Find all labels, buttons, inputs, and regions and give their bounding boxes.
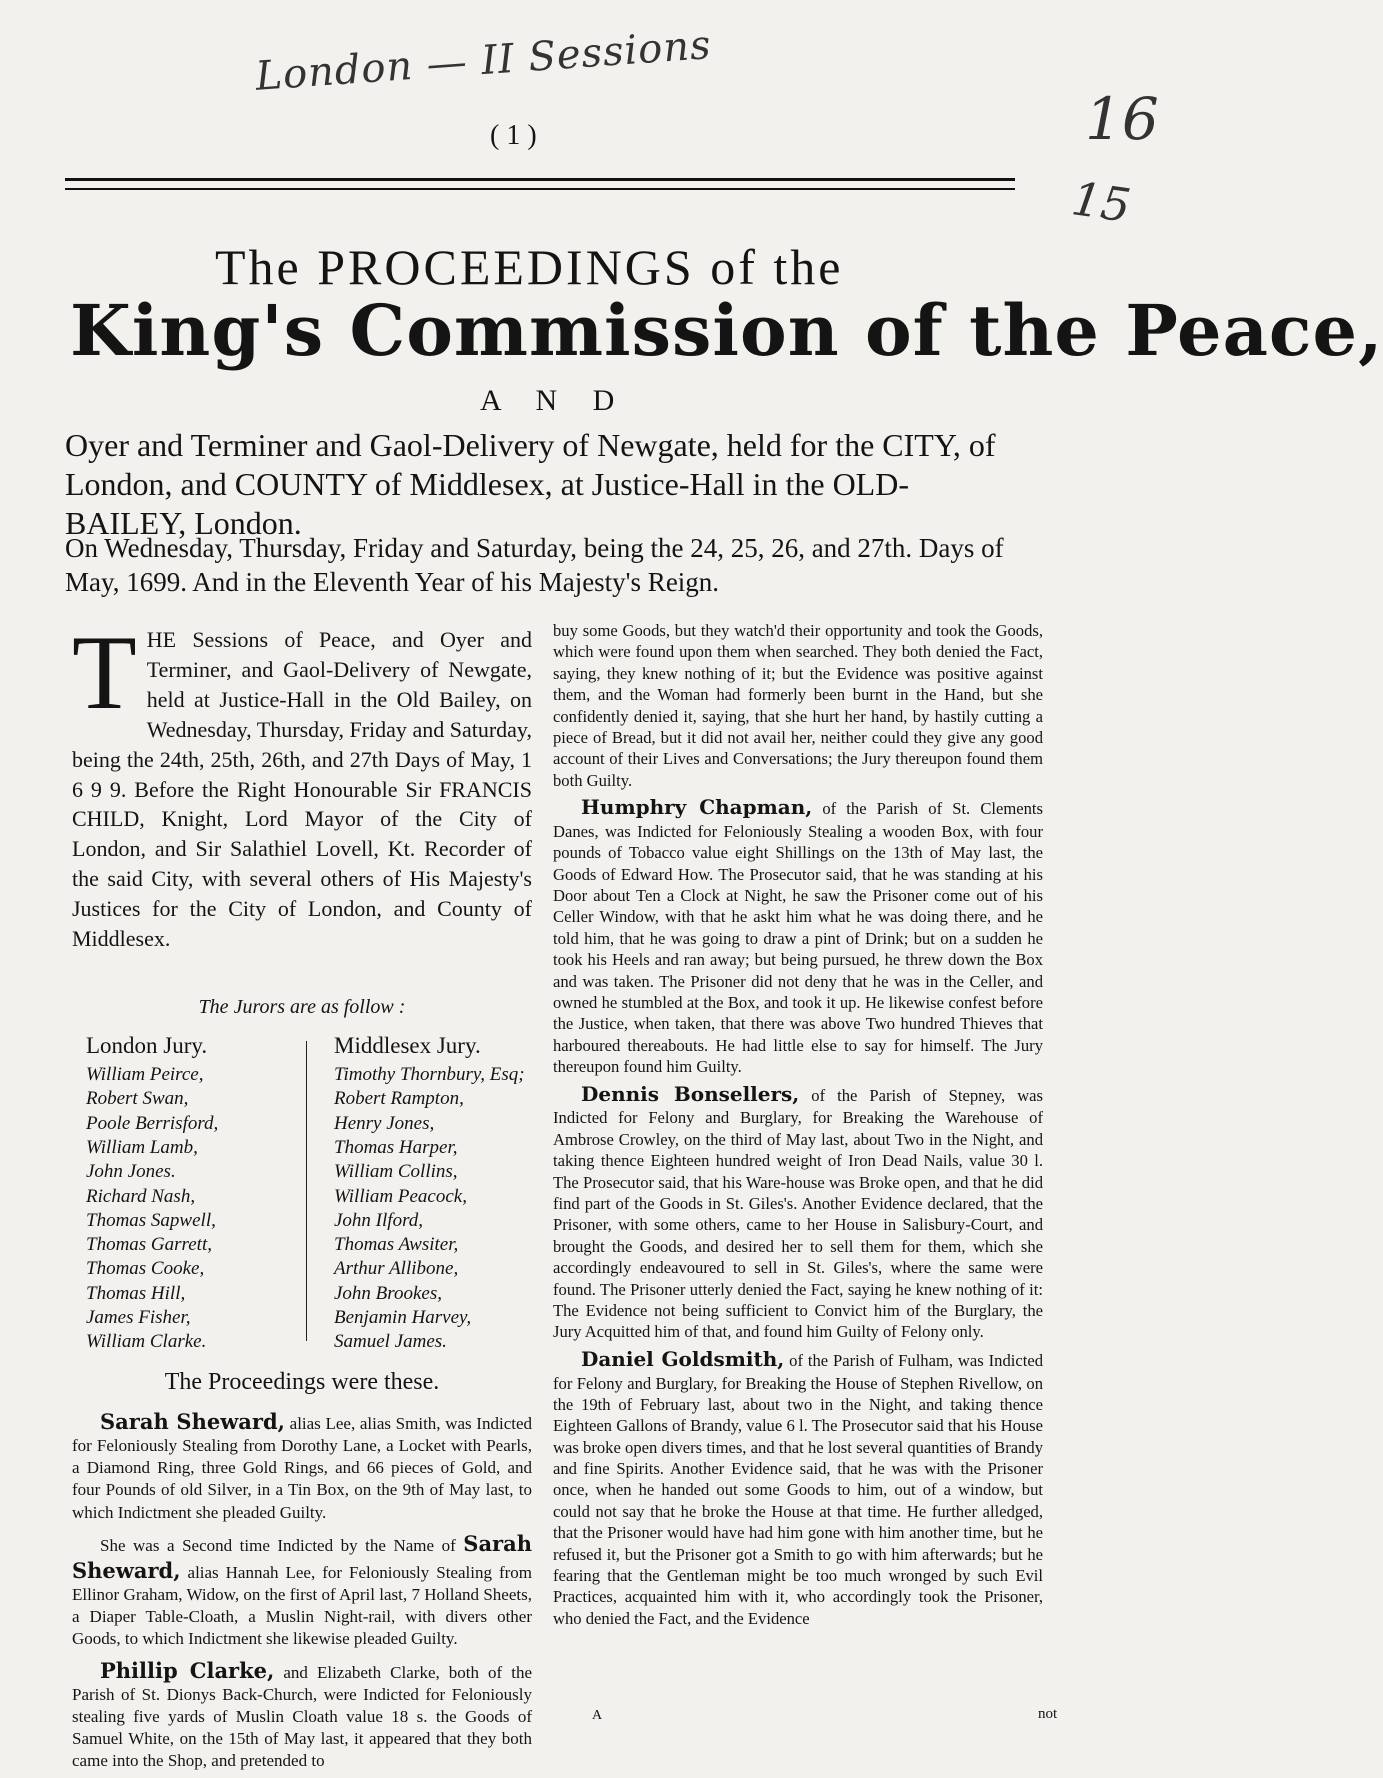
london-jury-name: William Peirce, bbox=[86, 1063, 204, 1085]
session-dates: On Wednesday, Thursday, Friday and Saturday, being the 24, 25, 26, and 27th. Days of May, 1699. And in the Eleventh Year of his Majesty's Reign. bbox=[65, 533, 1004, 597]
header-rule-bottom bbox=[65, 188, 1015, 190]
page-number: ( 1 ) bbox=[490, 120, 537, 151]
middlesex-jury-name: John Brookes, bbox=[334, 1282, 442, 1304]
middlesex-jury-name: Henry Jones, bbox=[334, 1112, 435, 1134]
middlesex-jury-name: Arthur Allibone, bbox=[334, 1258, 459, 1280]
london-jury-name: Thomas Hill, bbox=[86, 1282, 186, 1304]
middlesex-jury-name: John Ilford, bbox=[334, 1209, 424, 1231]
middlesex-jury-name: Samuel James. bbox=[334, 1331, 447, 1353]
middlesex-jury-name: Timothy Thornbury, Esq; bbox=[334, 1063, 525, 1085]
london-jury-name: John Jones. bbox=[86, 1161, 176, 1183]
london-jury-name: Thomas Sapwell, bbox=[86, 1209, 216, 1231]
defendant-name: Sarah Sheward, bbox=[100, 1408, 285, 1434]
london-jury-name: Robert Swan, bbox=[86, 1088, 189, 1110]
defendant-name: Dennis Bonsellers, bbox=[581, 1081, 800, 1106]
jurors-heading: The Jurors are as follow : bbox=[198, 995, 406, 1018]
handwritten-annotation-right-2: 15 bbox=[1068, 171, 1135, 233]
case-text: of the Parish of Stepney, was Indicted for Felony and Burglary, for Breaking the Warehouse of Ambrose Crowley, on the third of May last, about Two in the Night, and taking thence Eighteen hundred weight of Iron Dead Nails, value 30 l. The Prosecutor said, that his Ware-house was Broke open, and that he did find part of the Goods in St. Giles's. Another Evidence declared, that the Prisoner, with some others, came to her House in Salisbury-Court, and brought the Goods, and desired her to sell them for them, which she accordingly endeavoured to sell in St. Giles's, where the same were found. The Prisoner utterly denied the Fact, saying he knew nothing of it: The Evidence not being sufficient to Convict him of the Burglary, the Jury Acquitted him of that, and found him Guilty of Felony only. bbox=[553, 1085, 1043, 1342]
case-text: buy some Goods, but they watch'd their opportunity and took the Goods, which were found upon them when searched. They both denied the Fact, saying, they knew nothing of it; but the Evidence was positive against them, and the Woman had formerly been burnt in the Hand, but she confidently denied it, saying, that she hurt her hand, by hastily cutting a piece of Bread, but it did not avail her, neither could they give any good account of their Lives and Conversations; the Jury thereupon found them both Guilty. bbox=[553, 621, 1043, 790]
london-jury-name: James Fisher, bbox=[86, 1307, 191, 1329]
case-entry bbox=[72, 1530, 532, 1651]
middlesex-jury-name: Thomas Harper, bbox=[334, 1136, 458, 1158]
handwritten-annotation-top: London — II Sessions bbox=[253, 22, 713, 100]
case-entry bbox=[553, 1082, 1043, 1343]
london-jury bbox=[86, 1033, 286, 1355]
case-text: of the Parish of St. Clements Danes, was Indicted for Feloniously Stealing a wooden Box, with four pounds of Tobacco value eight Shillings on the 13th of May last, the Goods of Edward How. The Prosecutor said, that he was standing at his Door about Ten a Clock at Night, he saw the Prisoner come out of his Celler Window, with that he askt him what he was doing there, and he told him, that he was going to draw a pint of Drink; but on a sudden he took his Heels and ran away; but being pursued, he threw down the Box and was taken. The Prisoner did not deny that he was in the Celler, and owned he stumbled at the Box, and took it up. He likewise confest before the Justice, when taken, that there was above Two hundred Thieves that harboured thereabouts. He had little else to say for himself. The Jury thereupon found him Guilty. bbox=[553, 799, 1043, 1077]
catchword: not bbox=[1038, 1706, 1058, 1722]
defendant-name: Sarah Sheward, bbox=[72, 1530, 532, 1583]
middlesex-jury bbox=[334, 1033, 544, 1355]
london-jury-name: William Clarke. bbox=[86, 1331, 207, 1353]
case-text: alias Lee, alias Smith, was Indicted for Feloniously Stealing from Dorothy Lane, a Locket with Pearls, a Diamond Ring, three Gold Rings, and 66 pieces of Gold, and four Pounds of old Silver, in a Tin Box, on the 9th of May last, to which Indictment she pleaded Guilty. bbox=[72, 1413, 533, 1522]
intro-text: HE Sessions of Peace, and Oyer and Terminer, and Gaol-Delivery of Newgate, held at Justice-Hall in the Old Bailey, on Wednesday, Thursday, Friday and Saturday, being the 24th, 25th, 26th, and 27th Days of May, 1 6 9 9. Before the Right Honourable Sir FRANCIS CHILD, Knight, Lord Mayor of the City of London, and Sir Salathiel Lovell, Kt. Recorder of the said City, with several others of His Majesty's Justices for the City of London, and County of Middlesex. bbox=[72, 627, 532, 952]
title-line-1: The PROCEEDINGS of the bbox=[215, 239, 844, 295]
case-entry bbox=[72, 1657, 532, 1773]
title-line-2: King's Commission of the Peace, bbox=[70, 289, 1383, 372]
left-column bbox=[72, 614, 533, 1778]
london-jury-name: William Lamb, bbox=[86, 1136, 198, 1158]
jury-divider bbox=[306, 1041, 307, 1341]
right-column bbox=[553, 620, 1043, 1633]
case-entry bbox=[72, 1408, 532, 1524]
london-jury-name: Poole Berrisford, bbox=[86, 1112, 219, 1134]
london-jury-title: London Jury. bbox=[86, 1032, 208, 1058]
case-text: and Elizabeth Clarke, both of the Parish of St. Dionys Back-Church, were Indicted for Feloniously stealing five yards of Muslin Cloath value 18 s. the Goods of Samuel White, on the 15th of May last, it appeared that they both came into the Shop, and pretended to bbox=[72, 1662, 532, 1771]
jury-lists bbox=[72, 1033, 532, 1363]
case-text: of the Parish of Fulham, was Indicted for Felony and Burglary, for Breaking the House of Stephen Rivellow, on the 19th of February last, about two in the Night, and taking thence Eighteen Gallons of Brandy, value 6 l. The Prosecutor said that his House was broke open divers times, and that he lost several quantities of Brandy and fine Spirits. Another Evidence said, that he was with the Prisoner once, when he handed out some Goods to him, out of a window, but could not say that he broke the House at that time. He further alledged, that the Prisoner would have had him gone with him another time, but he refused it, but the Prisoner got a Smith to go with him afterwards; but he fearing that the Gentleman might be too much wronged by such Evil Practices, acquainted him with it, who accordingly took the Prisoner, who denied the Fact, and the Evidence bbox=[553, 1350, 1043, 1628]
case-continuation bbox=[553, 620, 1043, 791]
case-text-lead: She was a Second time Indicted by the Name of bbox=[100, 1535, 464, 1555]
london-jury-name: Thomas Garrett, bbox=[86, 1234, 212, 1256]
case-entry bbox=[553, 795, 1043, 1077]
drop-cap: T bbox=[72, 614, 137, 731]
middlesex-jury-name: William Collins, bbox=[334, 1161, 458, 1183]
middlesex-jury-name: Robert Rampton, bbox=[334, 1088, 464, 1110]
london-jury-name: Thomas Cooke, bbox=[86, 1258, 205, 1280]
case-entry bbox=[553, 1347, 1043, 1629]
middlesex-jury-name: Benjamin Harvey, bbox=[334, 1307, 472, 1329]
title-and: A N D bbox=[480, 384, 629, 417]
defendant-name: Humphry Chapman, bbox=[581, 795, 813, 820]
london-jury-name: Richard Nash, bbox=[86, 1185, 196, 1207]
header-rule-top bbox=[65, 178, 1015, 181]
proceedings-heading: The Proceedings were these. bbox=[164, 1368, 440, 1395]
case-text: alias Hannah Lee, for Feloniously Stealing from Ellinor Graham, Widow, on the first of April last, 7 Holland Sheets, a Diaper Table-Cloath, a Muslin Night-rail, with divers other Goods, to which Indictment she likewise pleaded Guilty. bbox=[72, 1562, 532, 1649]
defendant-name: Daniel Goldsmith, bbox=[581, 1346, 785, 1371]
middlesex-jury-name: William Peacock, bbox=[334, 1185, 467, 1207]
middlesex-jury-title: Middlesex Jury. bbox=[334, 1032, 481, 1058]
handwritten-annotation-right-1: 16 bbox=[1085, 85, 1159, 153]
middlesex-jury-name: Thomas Awsiter, bbox=[334, 1234, 459, 1256]
title-oyer-terminer: Oyer and Terminer and Gaol-Delivery of Newgate, held for the CITY, of London, and COUNTY of Middlesex, at Justice-Hall in the OLD-BAILEY, London. bbox=[65, 427, 996, 542]
signature-mark: A bbox=[592, 1708, 603, 1723]
defendant-name: Phillip Clarke, bbox=[100, 1657, 275, 1683]
intro-paragraph bbox=[72, 614, 532, 954]
